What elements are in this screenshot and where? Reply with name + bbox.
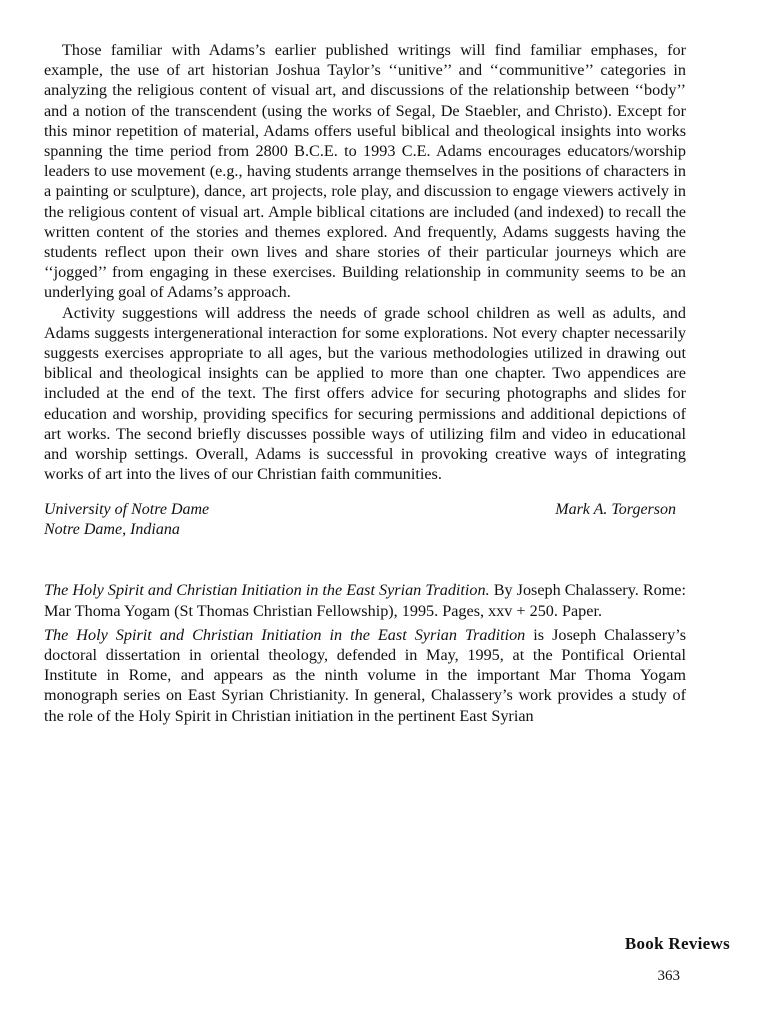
book-title-inline: The Holy Spirit and Christian Initiation in the East Syrian Tradition (44, 625, 526, 644)
review-paragraph-1: Those familiar with Adams’s earlier published writings will find familiar emphases, for example, the use of art historian Joshua Taylor’s ‘‘unitive’’ and ‘‘communitive’’ categories in analyzing the religious content of visual art, and discussions of the relationship between ‘‘body’’ and a notion of the transcendent (using the works of Segal, De Staebler, and Christo). Except for this minor repetition of material, Adams offers useful biblical and theological insights into works spanning the time period from 2800 B.C.E. to 1993 C.E. Adams encourages educators/worship leaders to use movement (e.g., having students arrange themselves in the positions of characters in a painting or sculpture), dance, art projects, role play, and discussion to engage viewers actively in the religious content of visual art. Ample biblical citations are included (and indexed) to recall the written content of the stories and themes explored. And frequently, Adams suggests having the students reflect upon their own lives and share stories of their particular journeys which are ‘‘jogged’’ from engaging in these exercises. Building relationship in community seems to be an underlying goal of Adams’s approach. (44, 41, 686, 302)
review-paragraph-2: Activity suggestions will address the needs of grade school children as well as adults, and Adams suggests intergenerational interaction for some explorations. Not every chapter necessarily suggests exercises appropriate to all ages, but the various methodologies utilized in drawing out biblical and theological insights can be applied to more than one chapter. Two appendices are included at the end of the text. The first offers advice for securing photographs and slides for education and worship, providing specifics for securing permissions and additional depictions of art works. The second briefly discusses possible ways of utilizing film and video in educational and worship settings. Overall, Adams is successful in provoking creative ways of integrating works of art into the lives of our Christian faith communities. (44, 303, 686, 484)
affiliation-line-1: University of Notre Dame (44, 501, 210, 519)
book-citation (44, 580, 686, 620)
book-title: The Holy Spirit and Christian Initiation in the East Syrian Tradition. (44, 581, 490, 600)
signature-block (44, 500, 686, 540)
citation-details: By Joseph Chalassery. Rome: Mar Thoma Yogam (St Thomas Christian Fellowship), 1995. Pages, xxv + 250. Paper. (44, 581, 686, 620)
review-chalassery (44, 580, 686, 725)
review-torgerson (44, 40, 686, 540)
running-footer-section: Book Reviews (624, 934, 730, 953)
reviewer-name: Mark A. Torgerson (555, 501, 676, 519)
reviewer-affiliation (44, 500, 209, 540)
review-opening-paragraph (44, 625, 686, 726)
page-number: 363 (657, 968, 680, 984)
page-body (44, 40, 686, 726)
review-opening-text: is Joseph Chalassery’s doctoral dissertation in oriental theology, defended in May, 1995, at the Pontifical Oriental Institute in Rome, and appears as the ninth volume in the important Mar Thoma Yogam monograph series on East Syrian Christianity. In general, Chalassery’s work provides a study of the role of the Holy Spirit in Christian initiation in the pertinent East Syrian (44, 625, 686, 725)
affiliation-line-2: Notre Dame, Indiana (44, 521, 180, 539)
